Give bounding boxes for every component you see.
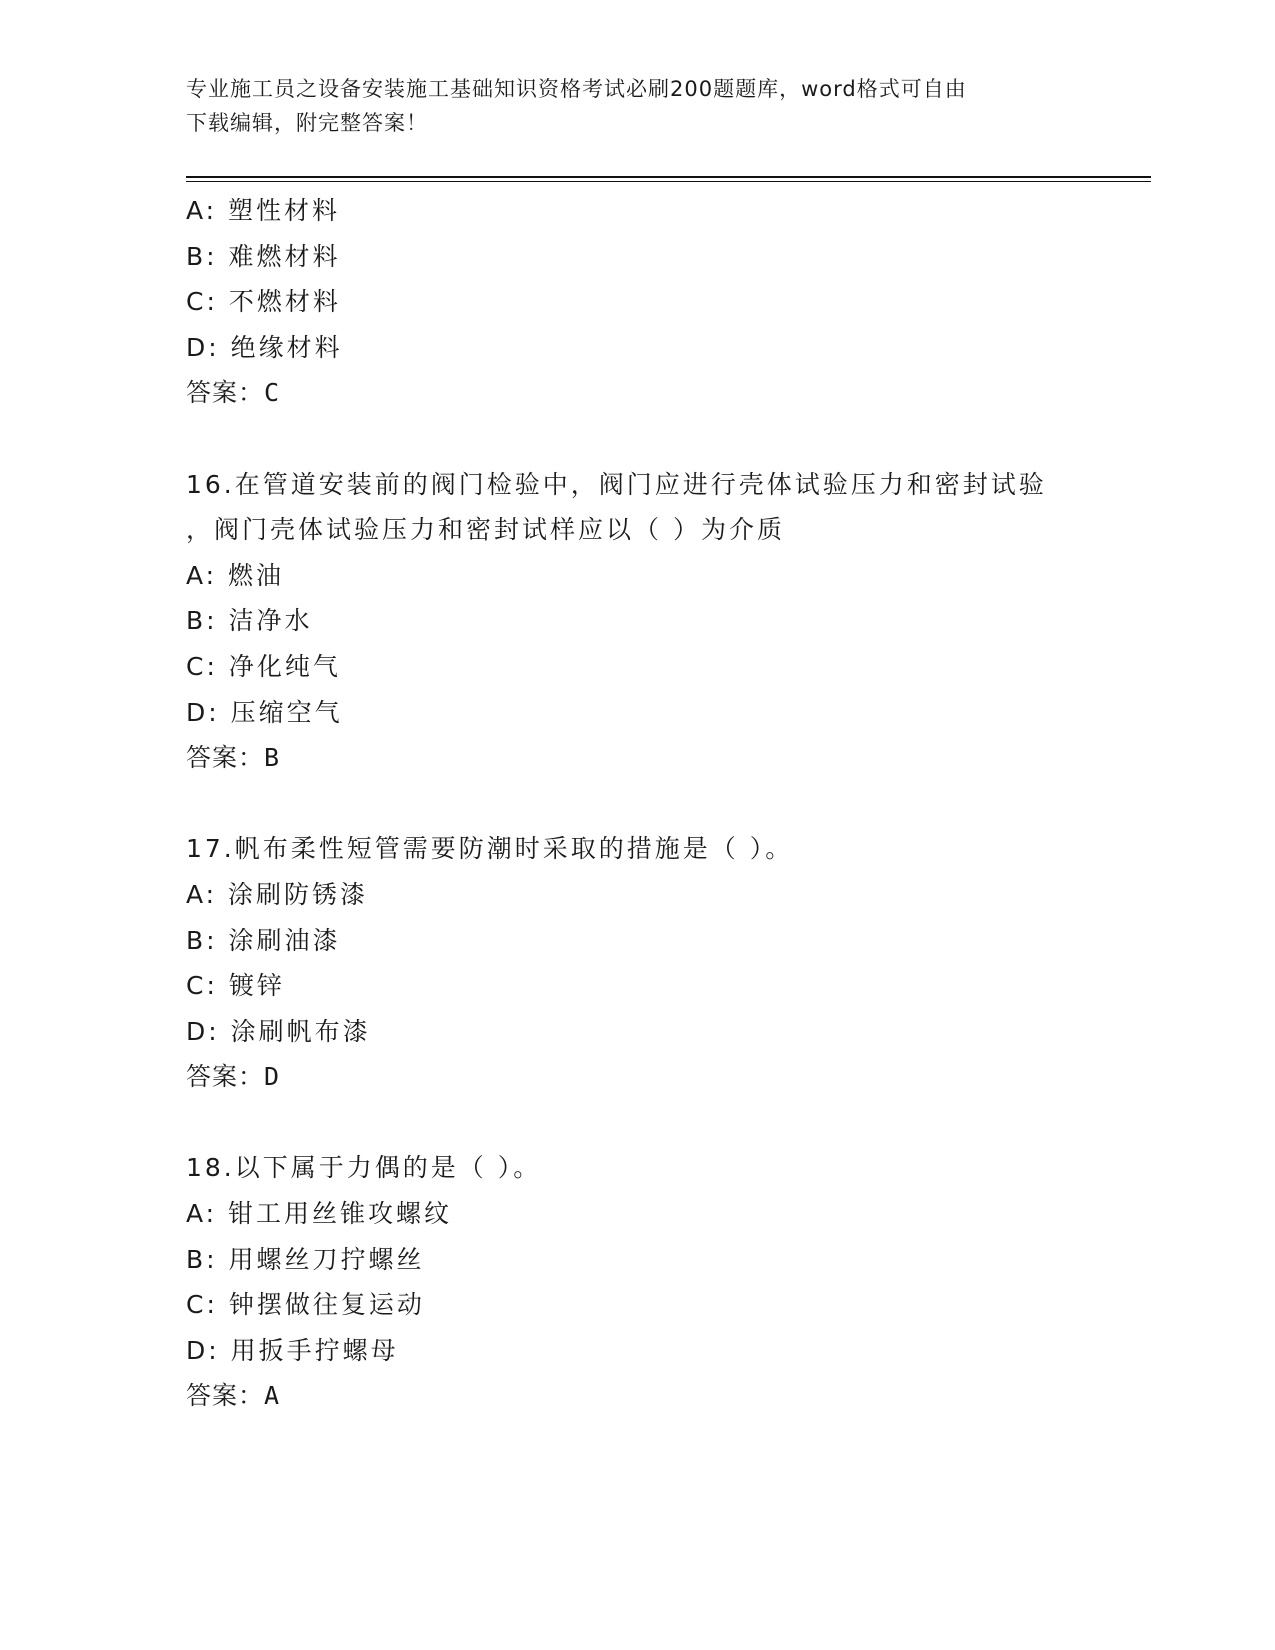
option-a: A: 钳工用丝锥攻螺纹 — [186, 1199, 453, 1229]
option-d: D: 用扳手拧螺母 — [186, 1335, 399, 1365]
option-c: C: 钟摆做往复运动 — [186, 1290, 425, 1320]
answer-label: 答案： — [186, 1062, 265, 1092]
answer-value: A — [264, 1381, 281, 1411]
answer-line — [186, 1373, 1106, 1419]
question-block — [186, 462, 1106, 781]
option-a: A: 塑性材料 — [186, 196, 341, 225]
option-b: B: 难燃材料 — [186, 241, 341, 271]
answer-label: 答案： — [186, 1381, 265, 1411]
option-a: A: 燃油 — [186, 560, 285, 590]
question-stem: 18.以下属于力偶的是（ ）。 — [186, 1153, 542, 1183]
question-stem: 17.帆布柔性短管需要防潮时采取的措施是（ ）。 — [186, 834, 794, 864]
option-b: B: 洁净水 — [186, 606, 313, 636]
answer-label: 答案： — [186, 378, 265, 408]
question-block — [186, 1145, 1106, 1419]
option-c: C: 不燃材料 — [186, 287, 341, 317]
option-c: C: 净化纯气 — [186, 651, 341, 681]
option-d: D: 涂刷帆布漆 — [186, 1016, 371, 1046]
question-block — [186, 826, 1106, 1100]
header-divider-thick — [186, 176, 1151, 178]
spacer — [186, 781, 1106, 827]
question-block-partial — [186, 188, 1106, 416]
option-d: D: 绝缘材料 — [186, 332, 343, 362]
spacer — [186, 1100, 1106, 1146]
answer-line — [186, 370, 1106, 416]
answer-value: C — [264, 378, 281, 408]
answer-line — [186, 1054, 1106, 1100]
option-d: D: 压缩空气 — [186, 697, 343, 727]
question-stem-continued: ，阀门壳体试验压力和密封试样应以（ ）为介质 — [186, 515, 785, 545]
option-a: A: 涂刷防锈漆 — [186, 879, 369, 909]
option-b: B: 涂刷油漆 — [186, 925, 341, 955]
header-title-line-1: 专业施工员之设备安装施工基础知识资格考试必刷200题题库，word格式可自由 — [186, 77, 967, 101]
document-header — [186, 72, 1066, 140]
question-stem: 16.在管道安装前的阀门检验中，阀门应进行壳体试验压力和密封试验 — [186, 469, 1047, 499]
option-c: C: 镀锌 — [186, 971, 285, 1001]
header-title-line-2: 下载编辑，附完整答案！ — [186, 111, 428, 135]
header-divider-thin — [186, 181, 1151, 182]
answer-label: 答案： — [186, 743, 265, 773]
answer-value: B — [264, 743, 281, 773]
option-b: B: 用螺丝刀拧螺丝 — [186, 1244, 425, 1274]
spacer — [186, 416, 1106, 462]
question-list — [186, 188, 1106, 1419]
answer-value: D — [264, 1062, 281, 1092]
answer-line — [186, 735, 1106, 781]
